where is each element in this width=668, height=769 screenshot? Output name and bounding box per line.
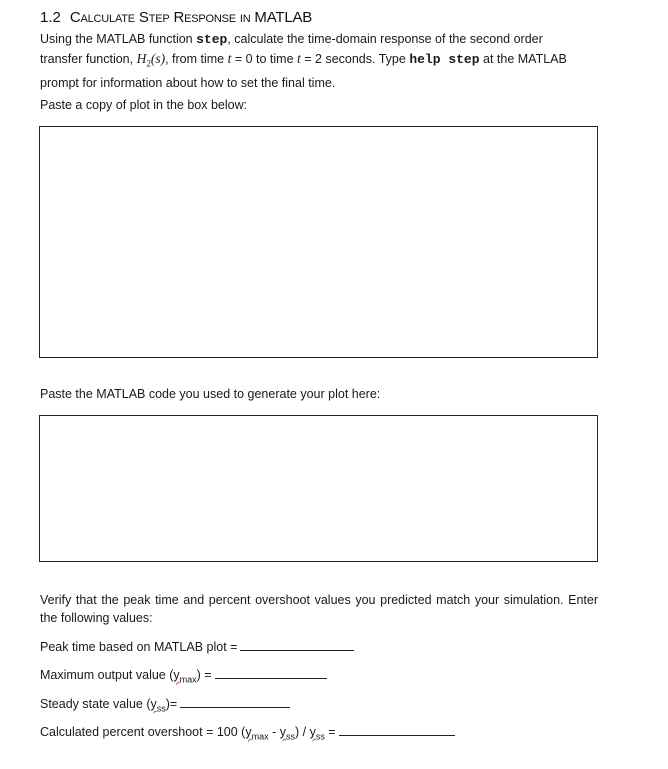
section-heading (40, 9, 312, 26)
intro-text: , calculate the time-domain response of the second order (227, 32, 543, 46)
tf-subscript: 2 (146, 58, 151, 69)
intro-text: , from time (165, 52, 228, 66)
ymax-var: y (173, 668, 180, 682)
code-paste-box[interactable] (39, 415, 598, 562)
section-number: 1.2 (40, 9, 61, 26)
divide-sign: ) / (294, 725, 310, 739)
ymax-symbol (173, 668, 197, 685)
section-title: Calculate Step Response in MATLAB (69, 9, 313, 26)
yss-sub: ss (315, 731, 325, 742)
intro-text: transfer function, (40, 52, 137, 66)
yss-symbol (150, 697, 166, 714)
intro-text: = 0 to time (231, 52, 298, 66)
overshoot-field (40, 724, 455, 742)
tf-symbol: H (136, 51, 147, 66)
verify-paragraph: Verify that the peak time and percent overshoot values you predicted match your simulation. Enter the following values: (40, 593, 598, 625)
overshoot-blank[interactable] (339, 724, 455, 736)
intro-line-3: prompt for information about how to set the final time. (40, 75, 336, 90)
code-help-step: help step (409, 52, 480, 67)
time-var: t (297, 51, 301, 66)
steady-state-label-end: )= (165, 697, 178, 711)
intro-line-1 (40, 30, 598, 49)
peak-time-field (40, 639, 354, 654)
ymax-sub: max (251, 731, 269, 742)
ymax-symbol (245, 725, 269, 742)
yss-symbol (309, 725, 325, 742)
steady-state-label: Steady state value ( (40, 697, 151, 711)
equals-sign: = (324, 725, 336, 739)
intro-text: at the MATLAB (479, 52, 567, 66)
yss-symbol (279, 725, 295, 742)
yss-var: y (309, 725, 316, 739)
minus-sign: - (268, 725, 280, 739)
intro-line-2 (40, 49, 598, 74)
max-output-label: Maximum output value ( (40, 668, 174, 682)
max-output-blank[interactable] (215, 667, 327, 679)
overshoot-label: Calculated percent overshoot = 100 ( (40, 725, 246, 739)
yss-sub: ss (156, 703, 166, 714)
ymax-var: y (245, 725, 252, 739)
code-step: step (196, 32, 228, 47)
peak-time-label: Peak time based on MATLAB plot = (40, 640, 238, 654)
max-output-label-end: ) = (196, 668, 212, 682)
peak-time-blank[interactable] (240, 639, 354, 651)
intro-text: Using the MATLAB function (40, 32, 197, 46)
time-var: t (227, 51, 232, 66)
yss-var: y (279, 725, 286, 739)
intro-text: = 2 seconds. Type (300, 52, 410, 66)
transfer-function (136, 51, 166, 69)
steady-state-field (40, 696, 290, 714)
steady-state-blank[interactable] (180, 696, 290, 708)
max-output-field (40, 667, 327, 685)
plot-prompt: Paste a copy of plot in the box below: (40, 98, 248, 112)
ymax-sub: max (179, 674, 197, 685)
intro-paragraph (40, 30, 598, 93)
plot-paste-box[interactable] (39, 126, 598, 358)
tf-arg: (s) (150, 51, 166, 66)
yss-sub: ss (285, 731, 295, 742)
code-prompt: Paste the MATLAB code you used to generate your plot here: (40, 387, 381, 401)
yss-var: y (150, 697, 157, 711)
